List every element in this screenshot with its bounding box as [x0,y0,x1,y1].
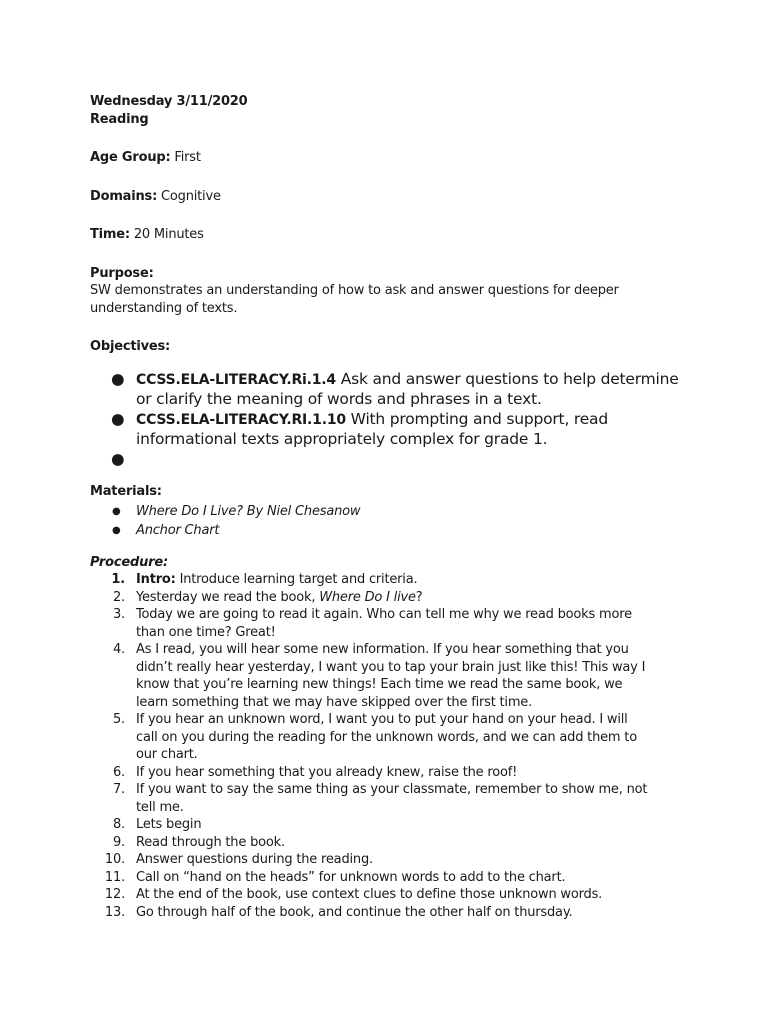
lesson-plan-document [90,93,690,921]
material-text: Anchor Chart [136,522,220,538]
procedure-step [90,886,690,904]
purpose-label: Purpose: [90,265,154,281]
age-group-label: Age Group: [90,150,171,165]
objectives-list [90,370,690,470]
step-text: Lets begin [136,817,202,832]
procedure-list [90,571,690,921]
step-text: than one time? Great! [136,624,276,640]
step-text: Go through half of the book, and continue the other half on thursday. [136,904,573,920]
objective-text-line-2: informational texts appropriately complex for grade 1. [136,430,548,448]
step-text: Read through the book. [136,834,285,850]
step-text: learn something that we may have skipped over the first time. [136,694,533,710]
time-value: 20 Minutes [133,227,204,242]
procedure-step [90,816,690,834]
material-item [90,502,690,521]
step-number: 12. [104,887,125,902]
step-number: 13. [104,904,125,920]
procedure-step [90,904,690,922]
step-text: Yesterday we read the book, [136,589,320,605]
procedure-step [90,711,690,764]
step-text: Introduce learning target and criteria. [179,572,418,587]
step-text: Today we are going to read it again. Who can tell me why we read books more [136,607,632,622]
procedure-step [90,781,690,816]
procedure-step [90,589,690,607]
objective-item [90,370,690,410]
step-text: call on you during the reading for the unknown words, and we can add them to [136,729,637,745]
step-text: If you hear an unknown word, I want you to put your hand on your head. I will [136,712,628,727]
step-number: 7. [112,782,125,797]
step-text-end: ? [415,589,423,605]
step-number: 6. [112,764,125,780]
step-text: Call on “hand on the heads” for unknown words to add to the chart. [136,869,566,885]
procedure-label: Procedure: [90,554,168,570]
step-text: know that you’re learning new things! Each time we read the same book, we [136,677,623,692]
objective-text-line-1: Ask and answer questions to help determine [340,369,679,388]
step-text: At the end of the book, use context clues to define those unknown words. [136,887,603,902]
domains-row [90,188,690,206]
bullet-icon: ● [111,369,125,388]
domains-label: Domains: [90,188,158,204]
objective-text-line-1: With prompting and support, read [350,409,608,428]
procedure-step [90,869,690,887]
objective-item [90,410,690,450]
objective-code: CCSS.ELA-LITERACY.RI.1.10 [136,411,346,428]
age-group-value: First [174,150,201,165]
date-heading: Wednesday 3/11/2020 [90,94,248,109]
material-text: Where Do I Live? By Niel Chesanow [136,503,361,519]
step-number: 2. [112,589,125,605]
step-number: 8. [112,817,125,832]
bullet-icon: ● [111,409,125,428]
step-text: tell me. [136,799,184,815]
book-title: Where Do I live [319,589,416,605]
procedure-step [90,764,690,782]
bullet-icon: ● [111,449,125,468]
step-text: If you want to say the same thing as your classmate, remember to show me, not [136,782,648,797]
step-number: 9. [112,834,125,850]
material-item [90,521,690,540]
step-bold-label: Intro: [136,572,176,587]
age-group-row [90,149,690,167]
time-row [90,226,690,244]
objectives-label: Objectives: [90,339,171,354]
procedure-step [90,834,690,852]
bullet-icon: ● [112,505,121,517]
procedure-step [90,851,690,869]
step-text: didn’t really hear yesterday, I want you to tap your brain just like this! This way I [136,659,646,675]
materials-list [90,502,690,540]
step-text: If you hear something that you already knew, raise the roof! [136,764,518,780]
step-text: Answer questions during the reading. [136,852,373,867]
step-number: 4. [112,642,125,657]
objective-item-empty [90,450,690,470]
domains-value: Cognitive [161,188,221,204]
procedure-step [90,641,690,711]
materials-label: Materials: [90,484,162,499]
step-number: 11. [104,869,125,885]
procedure-step [90,571,690,589]
bullet-icon: ● [112,524,121,536]
step-number: 1. [111,572,125,587]
step-text: our chart. [136,747,198,762]
step-number: 5. [112,712,125,727]
step-text: As I read, you will hear some new information. If you hear something that you [136,642,629,657]
step-number: 10. [104,852,125,867]
step-number: 3. [112,607,125,622]
objective-text-line-2: or clarify the meaning of words and phrases in a text. [136,390,542,408]
purpose-text-line-2: understanding of texts. [90,300,238,316]
objective-code: CCSS.ELA-LITERACY.Ri.1.4 [136,371,336,388]
time-label: Time: [90,227,130,242]
purpose-text-line-1: SW demonstrates an understanding of how to ask and answer questions for deeper [90,283,619,298]
subject-heading: Reading [90,111,149,127]
procedure-step [90,606,690,641]
